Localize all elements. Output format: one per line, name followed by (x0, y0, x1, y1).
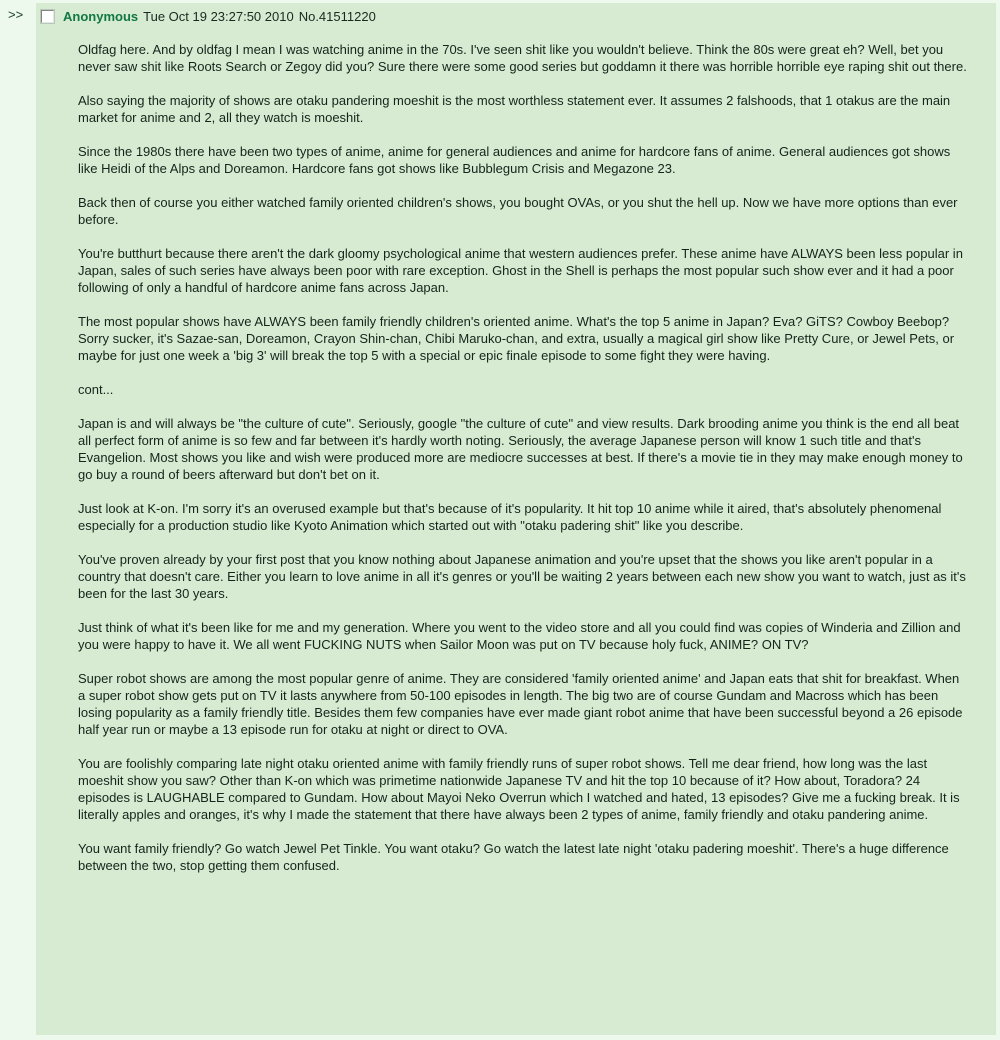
post-paragraph: You want family friendly? Go watch Jewel Pet Tinkle. You want otaku? Go watch the latest late night 'otaku padering moeshit'. There's a huge difference between the two, stop getting them confused. (78, 841, 949, 873)
post-checkbox[interactable] (41, 10, 54, 23)
post-paragraph: Just think of what it's been like for me and my generation. Where you went to the video store and all you could find was copies of Winderia and Zillion and you were happy to have it. We all went FUCKING NUTS when Sailor Moon was put on TV because holy fuck, ANIME? ON TV? (78, 620, 961, 652)
reply-post (36, 3, 996, 1035)
post-body (78, 41, 968, 874)
post-paragraph: You've proven already by your first post that you know nothing about Japanese animation and you're upset that the shows you like aren't popular in a country that doesn't care. Either you learn to love anime in all it's genres or you'll be waiting 2 years between each new show you want to watch, just as it's been for the last 30 years. (78, 552, 966, 601)
post-number[interactable]: No.41511220 (298, 9, 376, 24)
poster-name: Anonymous (63, 9, 139, 24)
post-paragraph: Back then of course you either watched family oriented children's shows, you bought OVAs, or you shut the hell up. Now we have more options than ever before. (78, 195, 958, 227)
post-paragraph: Just look at K-on. I'm sorry it's an overused example but that's because of it's popularity. It hit top 10 anime while it aired, that's absolutely phenomenal especially for a production studio like Kyoto Animation which started out with "otaku padering shit" like you describe. (78, 501, 942, 533)
post-datetime: Tue Oct 19 23:27:50 2010 (143, 9, 294, 24)
post-header (36, 3, 996, 24)
post-paragraph: Oldfag here. And by oldfag I mean I was watching anime in the 70s. I've seen shit like you wouldn't believe. Think the 80s were great eh? Well, bet you never saw shit like Roots Search or Zegoy did you? Sure there were some good series but goddamn it there was horrible horrible eye raping shit out there. (78, 42, 967, 74)
post-paragraph: The most popular shows have ALWAYS been family friendly children's oriented anime. What's the top 5 anime in Japan? Eva? GiTS? Cowboy Beebop? Sorry sucker, it's Sazae-san, Doreamon, Crayon Shin-chan, Chibi Maruko-chan, and extra, usually a magical girl show like Pretty Cure, or Jewel Pets, or maybe for just one week a 'big 3' will break the top 5 with a special or epic finale episode to some fight they were having. (78, 314, 955, 363)
post-paragraph: Also saying the majority of shows are otaku pandering moeshit is the most worthless statement ever. It assumes 2 falshoods, that 1 otakus are the main market for anime and 2, all they watch is moeshit. (78, 93, 951, 125)
reply-sidearrow: >> (8, 7, 24, 22)
post-paragraph: You are foolishly comparing late night otaku oriented anime with family friendly runs of super robot shows. Tell me dear friend, how long was the last moeshit show you saw? Other than K-on which was primetime nationwide Japanese TV and hit the top 10 because of it? How about, Toradora? 24 episodes is LAUGHABLE compared to Gundam. How about Mayoi Neko Overrun which I watched and hated, 13 episodes? Give me a fucking break. It is literally apples and oranges, it's why I made the statement that there have always been 2 types of anime, family friendly and otaku pandering anime. (78, 756, 960, 822)
post-paragraph: Super robot shows are among the most popular genre of anime. They are considered 'family oriented anime' and Japan eats that shit for breakfast. When a super robot show gets put on TV it lasts anywhere from 50-100 episodes in length. The big two are of course Gundam and Macross which has been losing popularity as a family friendly title. Besides them few companies have ever made giant robot anime that have been successful beyond a 26 episode half year run or maybe a 13 episode run for otaku at night or direct to OVA. (78, 671, 963, 737)
post-paragraph: Japan is and will always be "the culture of cute". Seriously, google "the culture of cute" and view results. Dark brooding anime you think is the end all beat all perfect form of anime is so few and far between it's hardly worth noting. Seriously, the average Japanese person will know 1 such title and that's Evangelion. Most shows you like and wish were produced more are mediocre successes at best. If there's a movie tie in they may make enough money to go buy a round of beers afterward but don't bet on it. (78, 416, 963, 482)
post-paragraph: cont... (78, 382, 114, 397)
post-paragraph: Since the 1980s there have been two types of anime, anime for general audiences and anime for hardcore fans of anime. General audiences got shows like Heidi of the Alps and Doreamon. Hardcore fans got shows like Bubblegum Crisis and Megazone 23. (78, 144, 951, 176)
post-paragraph: You're butthurt because there aren't the dark gloomy psychological anime that western audiences prefer. These anime have ALWAYS been less popular in Japan, sales of such series have always been poor with rare exception. Ghost in the Shell is perhaps the most popular such show ever and it had a poor following of only a handful of hardcore anime fans across Japan. (78, 246, 963, 295)
